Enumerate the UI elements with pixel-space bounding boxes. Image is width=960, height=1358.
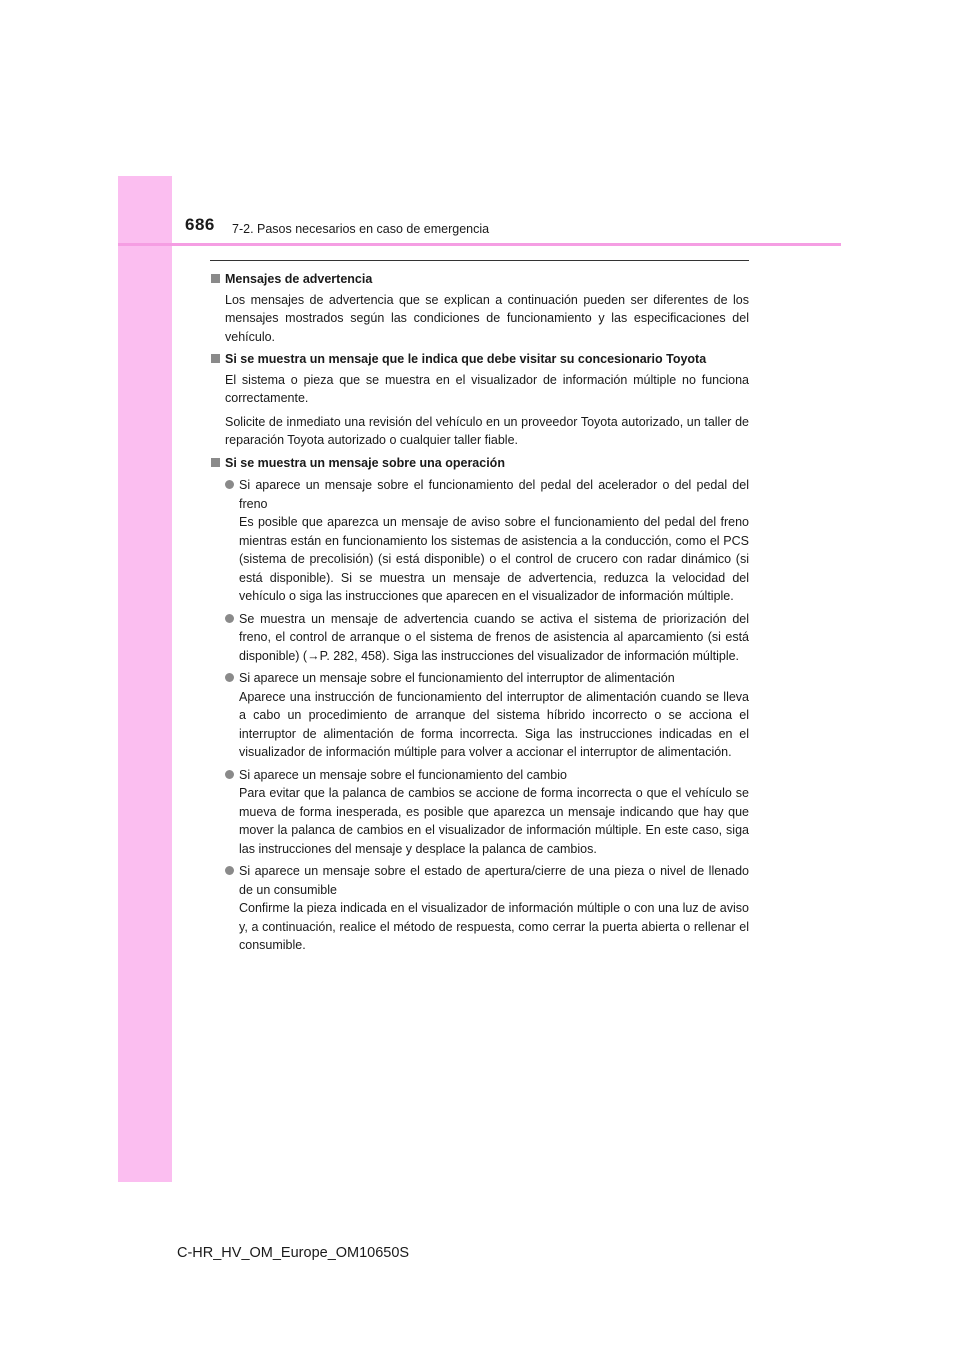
bullet-item [225, 610, 749, 666]
bullet-item [225, 476, 749, 606]
square-bullet-icon [211, 458, 220, 467]
bullet-title: Si aparece un mensaje sobre el funcionamiento del interruptor de alimentación [239, 671, 675, 685]
section-visit-dealer [210, 350, 749, 450]
paragraph: Solicite de inmediato una revisión del vehículo en un proveedor Toyota autorizado, un taller de reparación Toyota autorizado o cualquier taller fiable. [225, 414, 749, 447]
paragraph: Los mensajes de advertencia que se explican a continuación pueden ser diferentes de los mensajes mostrados según las condiciones de funcionamiento y las especificaciones del vehículo. [225, 292, 749, 344]
bullet-title: Si aparece un mensaje sobre el funcionamiento del pedal del acelerador o del pedal del freno [239, 478, 749, 511]
bullet-body: Para evitar que la palanca de cambios se accione de forma incorrecta o que el vehículo se mueva de forma inesperada, es posible que aparezca un mensaje indicando que hay que mover la palanca de cambios en el visualizador de información múltiple. En este caso, siga las instrucciones del mensaje y desplace la palanca de cambios. [239, 786, 749, 856]
round-bullet-icon [225, 614, 234, 623]
page-number: 686 [185, 215, 215, 234]
section-title: 7-2. Pasos necesarios en caso de emergencia [232, 222, 490, 236]
round-bullet-icon [225, 770, 234, 779]
section-heading: Si se muestra un mensaje sobre una operación [210, 454, 749, 473]
section-heading: Si se muestra un mensaje que le indica que debe visitar su concesionario Toyota [210, 350, 749, 369]
content-top-rule [210, 260, 749, 261]
bullet-item [225, 766, 749, 859]
section-operation-message [210, 454, 749, 955]
page-content [210, 267, 749, 959]
bullet-title: Si aparece un mensaje sobre el estado de apertura/cierre de una pieza o nivel de llenado de un consumible [239, 864, 749, 897]
bullet-item [225, 862, 749, 955]
section-warning-messages [210, 270, 749, 346]
bullet-title: Si aparece un mensaje sobre el funcionamiento del cambio [239, 767, 567, 782]
round-bullet-icon [225, 866, 234, 875]
paragraph: El sistema o pieza que se muestra en el visualizador de información múltiple no funciona correctamente. [225, 372, 749, 405]
square-bullet-icon [211, 354, 220, 363]
bullet-body: Aparece una instrucción de funcionamiento del interruptor de alimentación cuando se lleva a cabo un procedimiento de arranque del sistema híbrido incorrecto o se acciona el interruptor de alimentación de forma incorrecta. Siga las instrucciones indicadas en el visualizador de información múltiple para volver a accionar el interruptor de alimentación. [239, 689, 749, 759]
bullet-item [225, 669, 749, 762]
square-bullet-icon [211, 274, 220, 283]
section-heading: Mensajes de advertencia [210, 270, 749, 289]
document-id: C-HR_HV_OM_Europe_OM10650S [177, 1245, 410, 1261]
round-bullet-icon [225, 673, 234, 682]
bullet-body: Se muestra un mensaje de advertencia cuando se activa el sistema de priorización del freno, el control de arranque o el sistema de frenos de asistencia al aparcamiento (si está disponible) (→P. 282, 458). Siga las instrucciones del visualizador de información múltiple. [239, 611, 749, 663]
header-rule [118, 243, 841, 246]
bullet-body: Confirme la pieza indicada en el visualizador de información múltiple o con una luz de aviso y, a continuación, realice el método de respuesta, como cerrar la puerta abierta o rellenar el consumible. [239, 901, 749, 952]
side-tab-band [118, 176, 172, 1182]
bullet-body: Es posible que aparezca un mensaje de aviso sobre el funcionamiento del pedal del freno mientras están en funcionamiento los sistemas de asistencia a la conducción, como el PCS (sistema de precolisión) (si está disponible) o el control de crucero con radar dinámico (si está disponible). Si se muestra un mensaje de advertencia, reduzca la velocidad del vehículo o siga las instrucciones que aparecen en el visualizador de información múltiple. [239, 515, 749, 603]
round-bullet-icon [225, 480, 234, 489]
